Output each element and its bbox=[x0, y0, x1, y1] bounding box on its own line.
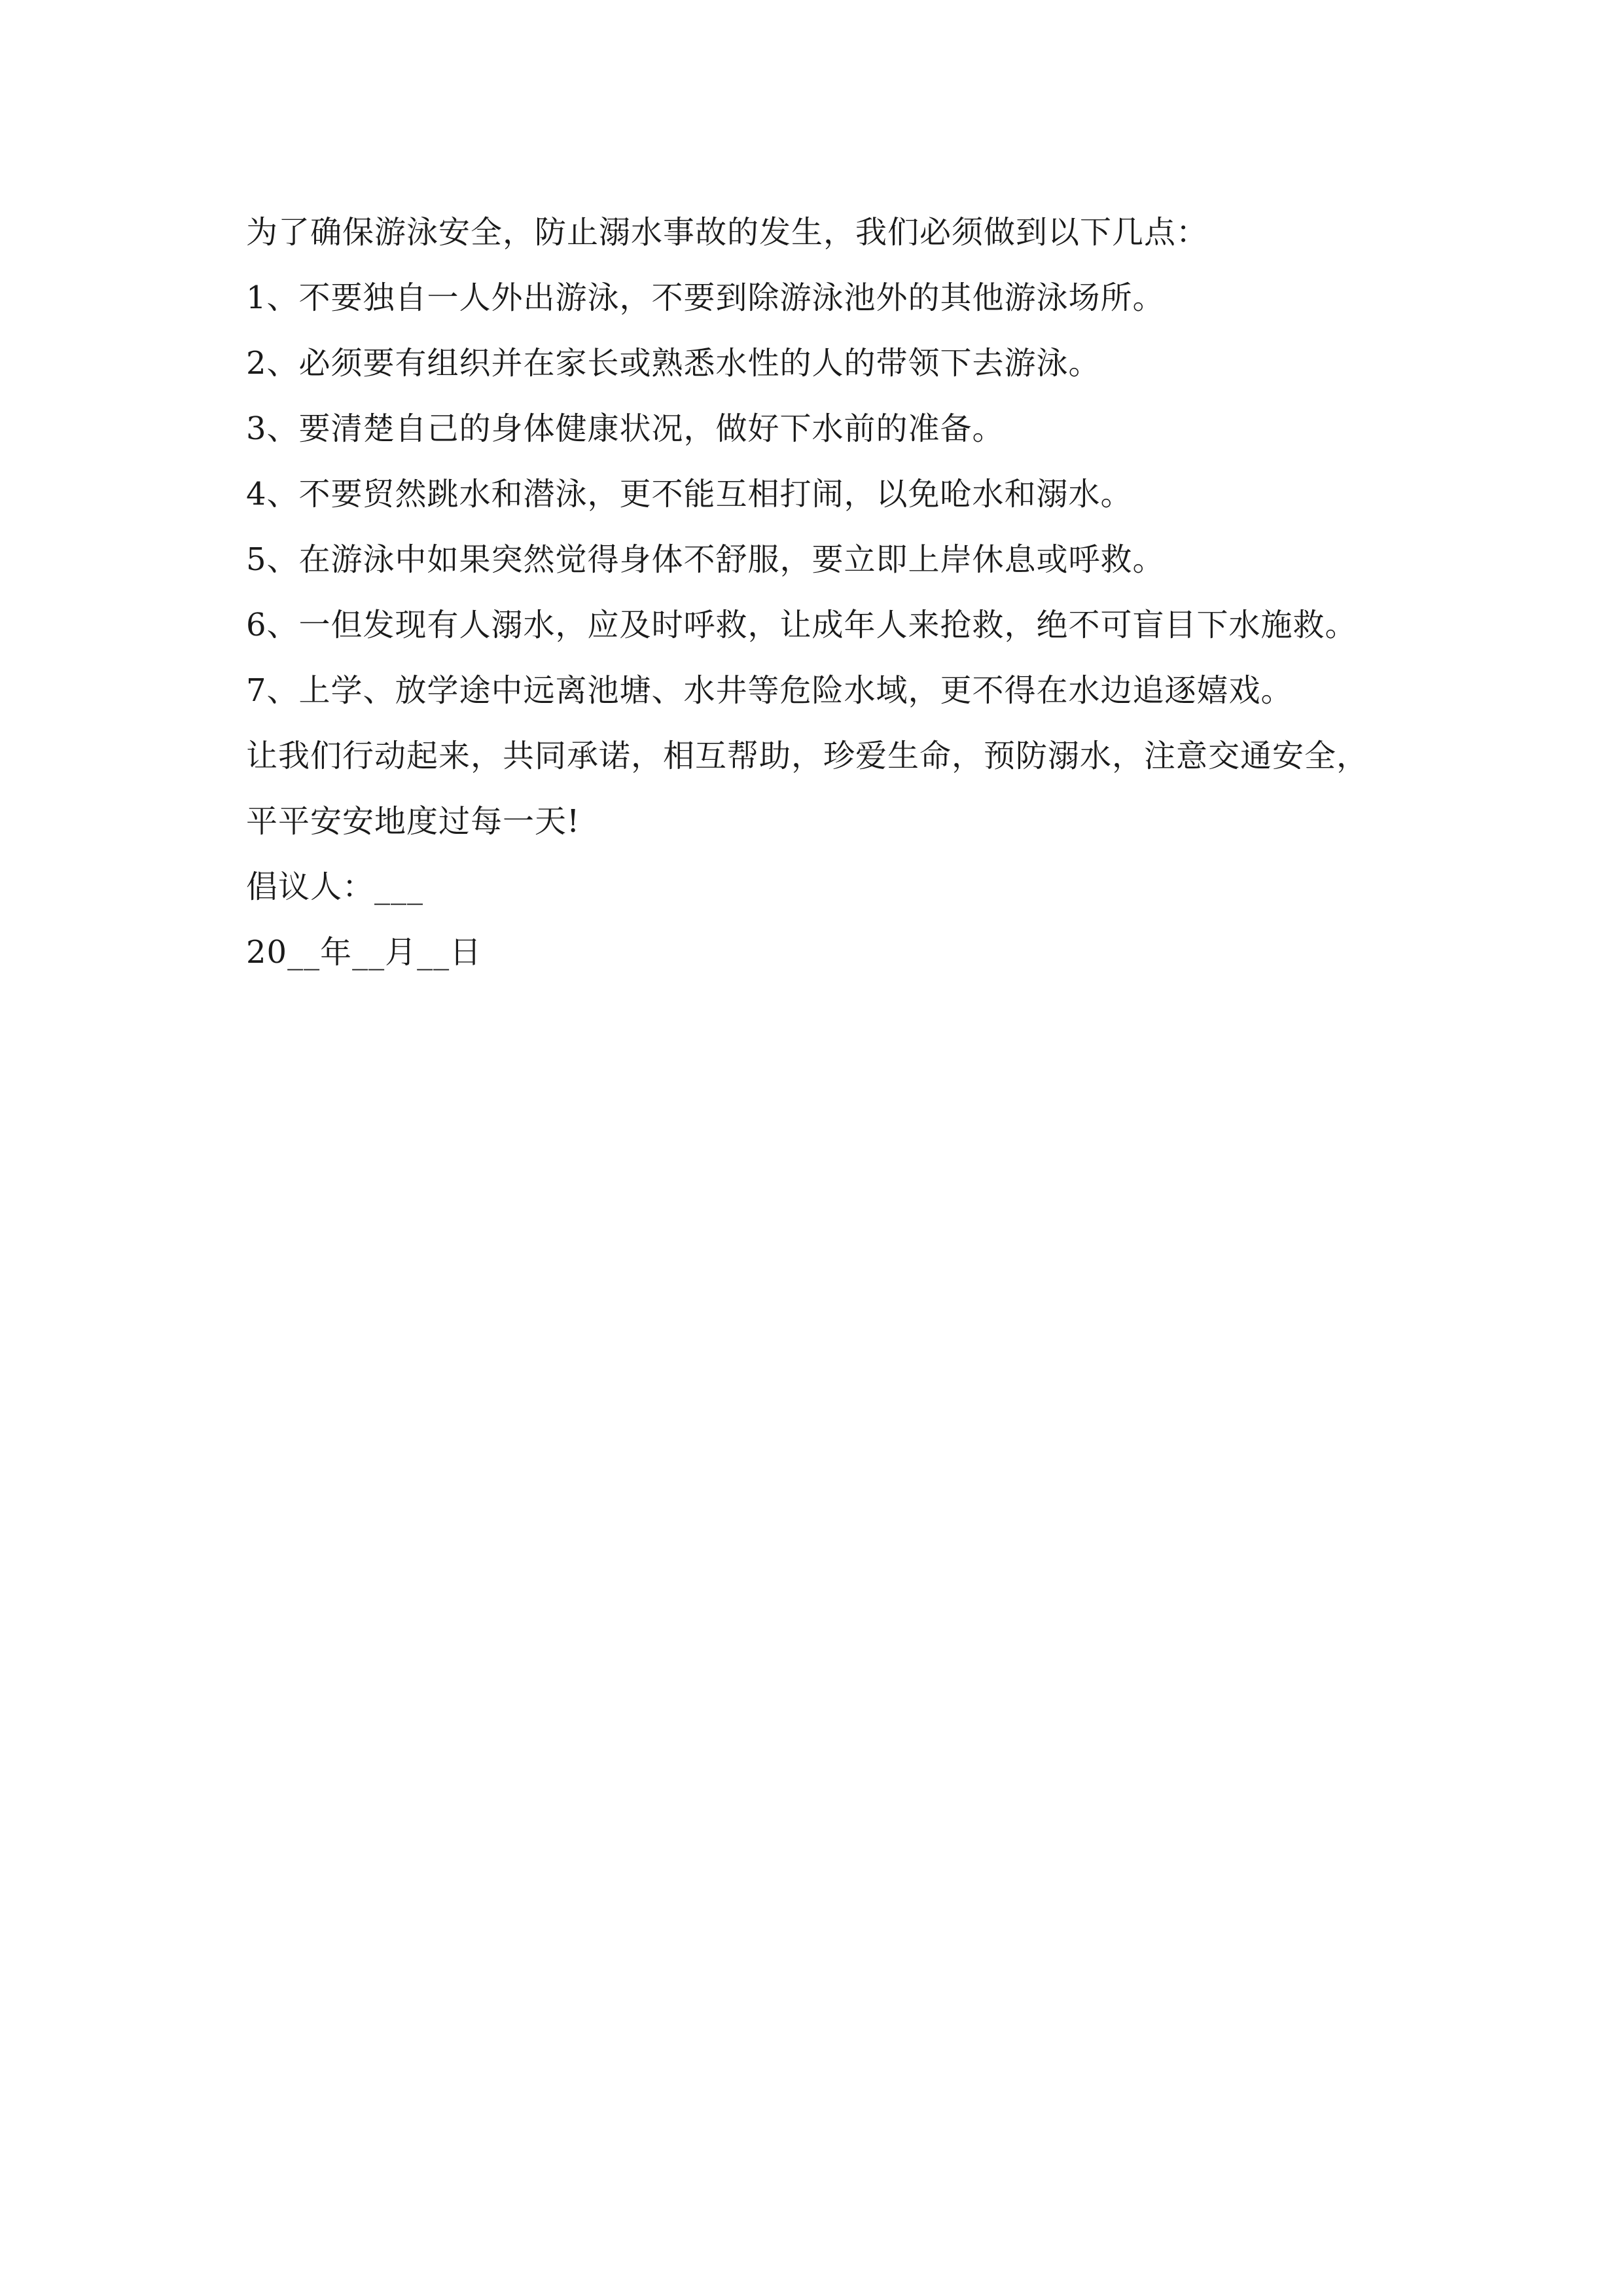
list-item: 2、必须要有组织并在家长或熟悉水性的人的带领下去游泳。 bbox=[246, 345, 1101, 382]
date-line: 20__年__月__日 bbox=[246, 934, 482, 971]
signer-line: 倡议人：___ bbox=[246, 869, 424, 905]
list-item: 7、上学、放学途中远离池塘、水井等危险水域，更不得在水边追逐嬉戏。 bbox=[246, 672, 1293, 709]
closing-paragraph-line-2: 平平安安地度过每一天! bbox=[246, 803, 580, 840]
intro-paragraph: 为了确保游泳安全，防止溺水事故的发生，我们必须做到以下几点： bbox=[246, 214, 1209, 251]
list-item: 3、要清楚自己的身体健康状况，做好下水前的准备。 bbox=[246, 410, 1005, 447]
list-item: 1、不要独自一人外出游泳，不要到除游泳池外的其他游泳场所。 bbox=[246, 279, 1165, 316]
list-item: 4、不要贸然跳水和潜泳，更不能互相打闹，以免呛水和溺水。 bbox=[246, 476, 1133, 512]
list-item: 6、一但发现有人溺水，应及时呼救，让成年人来抢救，绝不可盲目下水施救。 bbox=[246, 607, 1357, 643]
closing-paragraph-line-1: 让我们行动起来，共同承诺，相互帮助，珍爱生命，预防溺水，注意交通安全， bbox=[246, 738, 1369, 774]
list-item: 5、在游泳中如果突然觉得身体不舒服，要立即上岸休息或呼救。 bbox=[246, 541, 1165, 578]
document-body bbox=[246, 204, 1411, 990]
